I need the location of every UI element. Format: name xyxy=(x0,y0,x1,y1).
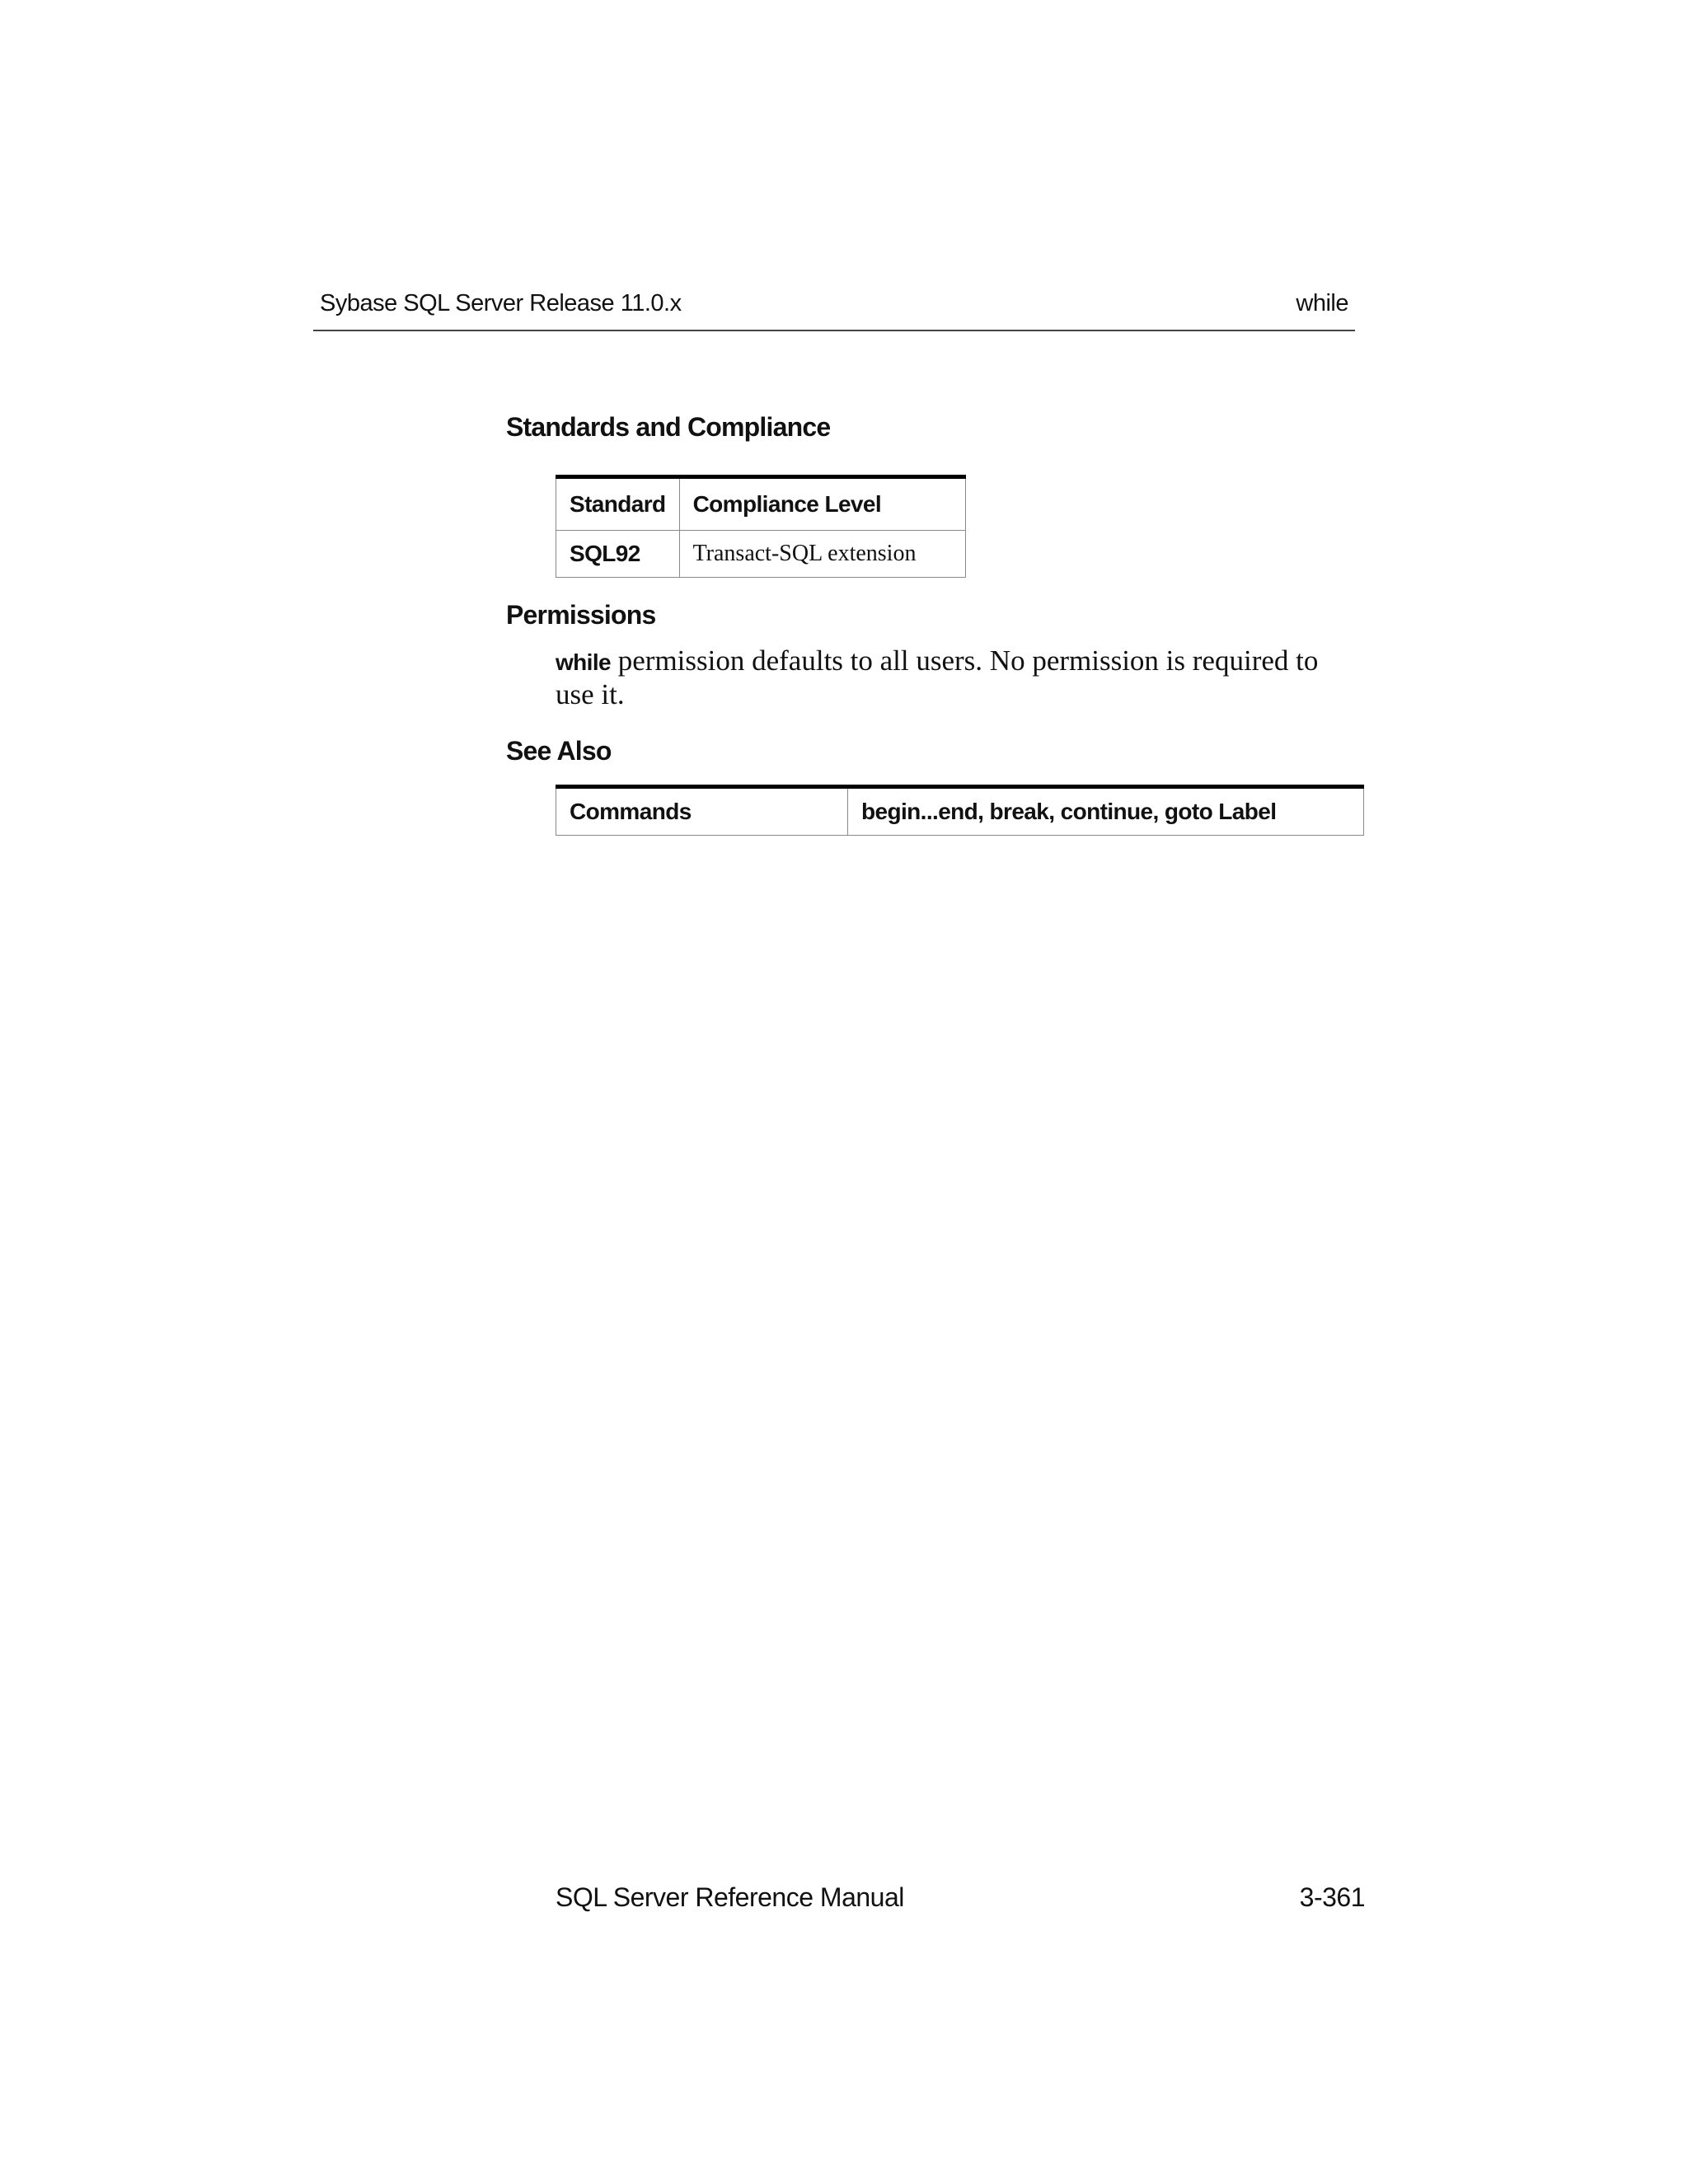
header-product-title: Sybase SQL Server Release 11.0.x xyxy=(320,290,682,316)
table-header-row xyxy=(556,477,966,531)
compliance-table xyxy=(556,475,966,578)
column-header-standard: Standard xyxy=(556,477,680,531)
footer-page-number: 3-361 xyxy=(1299,1882,1365,1912)
table-row xyxy=(556,787,1364,836)
command-keyword: while xyxy=(556,649,612,675)
see-also-heading: See Also xyxy=(506,736,612,766)
permissions-heading: Permissions xyxy=(506,600,656,630)
column-header-compliance-level: Compliance Level xyxy=(679,477,965,531)
see-also-table xyxy=(556,785,1364,836)
compliance-level-cell: Transact-SQL extension xyxy=(679,531,965,578)
standard-cell: SQL92 xyxy=(556,531,680,578)
see-also-commands-cell: begin...end, break, continue, goto Label xyxy=(848,787,1364,836)
header-topic: while xyxy=(1296,290,1348,316)
running-header xyxy=(313,290,1355,331)
permissions-paragraph xyxy=(556,644,1363,710)
see-also-category-cell: Commands xyxy=(556,787,848,836)
footer-manual-title: SQL Server Reference Manual xyxy=(556,1882,904,1912)
standards-heading: Standards and Compliance xyxy=(506,412,831,442)
permissions-text: permission defaults to all users. No permission is required to use it. xyxy=(556,644,1319,710)
table-row xyxy=(556,531,966,578)
